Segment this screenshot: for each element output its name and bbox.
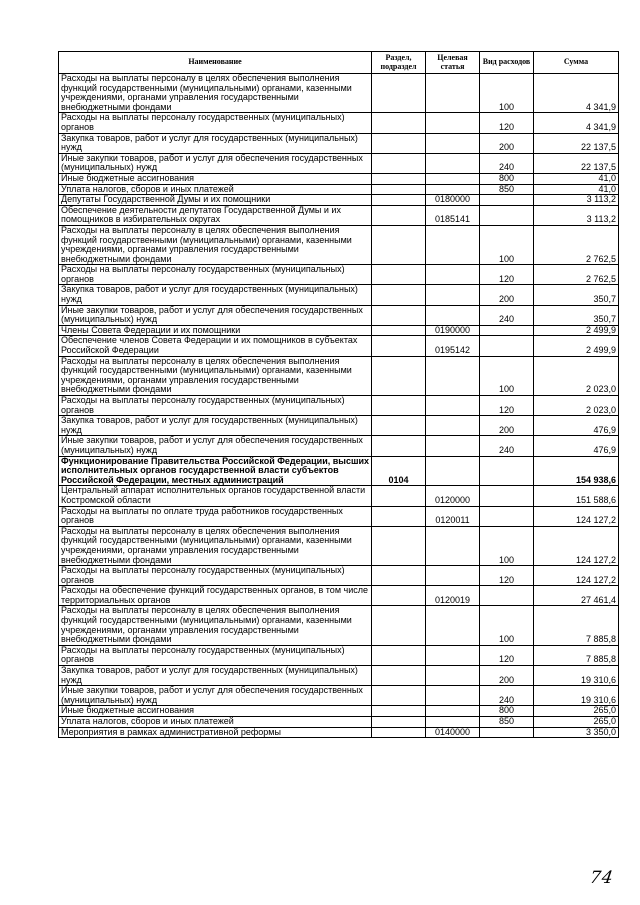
row-section-cell [372, 113, 426, 133]
row-kind-cell: 200 [480, 285, 534, 305]
table-row [59, 717, 619, 728]
row-sum-cell: 2 023,0 [534, 356, 619, 395]
row-name-cell: Закупка товаров, работ и услуг для государственных (муниципальных) нужд [59, 416, 372, 436]
table-row [59, 586, 619, 606]
row-kind-cell: 240 [480, 436, 534, 456]
row-kind-cell: 200 [480, 416, 534, 436]
row-target-cell [426, 436, 480, 456]
row-target-cell: 0120011 [426, 506, 480, 526]
table-body [59, 74, 619, 738]
table-header-row [59, 52, 619, 74]
header-name: Наименование [59, 52, 372, 74]
row-sum-cell: 2 762,5 [534, 225, 619, 264]
row-kind-cell [480, 506, 534, 526]
row-kind-cell [480, 456, 534, 486]
row-name-cell: Члены Совета Федерации и их помощники [59, 325, 372, 336]
row-target-cell [426, 305, 480, 325]
row-name-cell: Расходы на выплаты персоналу государственных (муниципальных) органов [59, 645, 372, 665]
row-section-cell [372, 285, 426, 305]
row-name-cell: Расходы на выплаты персоналу государственных (муниципальных) органов [59, 396, 372, 416]
row-target-cell: 0140000 [426, 727, 480, 738]
row-sum-cell: 3 113,2 [534, 205, 619, 225]
row-section-cell [372, 265, 426, 285]
row-sum-cell: 151 588,6 [534, 486, 619, 506]
row-sum-cell: 265,0 [534, 706, 619, 717]
row-section-cell [372, 486, 426, 506]
row-section-cell [372, 566, 426, 586]
row-sum-cell: 124 127,2 [534, 566, 619, 586]
row-target-cell [426, 566, 480, 586]
row-section-cell [372, 686, 426, 706]
row-name-cell: Расходы на выплаты по оплате труда работников государственных органов [59, 506, 372, 526]
row-section-cell [372, 645, 426, 665]
row-name-cell: Расходы на выплаты персоналу государственных (муниципальных) органов [59, 265, 372, 285]
row-sum-cell: 4 341,9 [534, 113, 619, 133]
row-section-cell [372, 666, 426, 686]
row-sum-cell: 19 310,6 [534, 666, 619, 686]
row-kind-cell [480, 195, 534, 206]
row-kind-cell: 120 [480, 396, 534, 416]
table-row [59, 566, 619, 586]
row-sum-cell: 3 350,0 [534, 727, 619, 738]
table-row [59, 184, 619, 195]
row-section-cell [372, 396, 426, 416]
row-name-cell: Расходы на обеспечение функций государственных органов, в том числе территориальных органов [59, 586, 372, 606]
row-sum-cell: 22 137,5 [534, 133, 619, 153]
row-sum-cell: 3 113,2 [534, 195, 619, 206]
row-sum-cell: 19 310,6 [534, 686, 619, 706]
row-kind-cell: 120 [480, 645, 534, 665]
row-target-cell [426, 686, 480, 706]
row-kind-cell [480, 727, 534, 738]
table-row [59, 285, 619, 305]
row-name-cell: Закупка товаров, работ и услуг для государственных (муниципальных) нужд [59, 666, 372, 686]
row-kind-cell: 100 [480, 74, 534, 113]
row-section-cell [372, 526, 426, 565]
row-target-cell [426, 606, 480, 645]
row-name-cell: Уплата налогов, сборов и иных платежей [59, 184, 372, 195]
row-sum-cell: 350,7 [534, 305, 619, 325]
row-section-cell [372, 133, 426, 153]
row-section-cell [372, 606, 426, 645]
table-row [59, 356, 619, 395]
table-row [59, 205, 619, 225]
row-name-cell: Расходы на выплаты персоналу в целях обеспечения выполнения функций государственными (муниципальными) органами, казенными учреждениями, органами управления государственными внебюджетными фондами [59, 74, 372, 113]
row-section-cell [372, 305, 426, 325]
row-name-cell: Расходы на выплаты персоналу государственных (муниципальных) органов [59, 113, 372, 133]
row-kind-cell: 240 [480, 686, 534, 706]
row-section-cell [372, 184, 426, 195]
table-row [59, 325, 619, 336]
row-target-cell [426, 113, 480, 133]
row-section-cell [372, 336, 426, 356]
table-row [59, 436, 619, 456]
row-section-cell [372, 225, 426, 264]
row-name-cell: Центральный аппарат исполнительных органов государственной власти Костромской области [59, 486, 372, 506]
row-name-cell: Мероприятия в рамках административной реформы [59, 727, 372, 738]
row-sum-cell: 2 499,9 [534, 325, 619, 336]
row-sum-cell: 22 137,5 [534, 153, 619, 173]
handwritten-page-number: 74 [588, 868, 616, 888]
table-row [59, 666, 619, 686]
row-sum-cell: 350,7 [534, 285, 619, 305]
row-target-cell [426, 666, 480, 686]
row-target-cell [426, 456, 480, 486]
row-section-cell [372, 717, 426, 728]
row-kind-cell: 100 [480, 606, 534, 645]
row-target-cell: 0120019 [426, 586, 480, 606]
row-name-cell: Иные бюджетные ассигнования [59, 706, 372, 717]
row-target-cell: 0180000 [426, 195, 480, 206]
row-target-cell: 0190000 [426, 325, 480, 336]
row-sum-cell: 41,0 [534, 184, 619, 195]
row-kind-cell: 800 [480, 706, 534, 717]
table-row [59, 336, 619, 356]
table-row [59, 113, 619, 133]
table-row [59, 645, 619, 665]
row-name-cell: Иные бюджетные ассигнования [59, 173, 372, 184]
row-sum-cell: 41,0 [534, 173, 619, 184]
row-sum-cell: 2 762,5 [534, 265, 619, 285]
row-kind-cell: 200 [480, 666, 534, 686]
row-target-cell [426, 396, 480, 416]
row-name-cell: Иные закупки товаров, работ и услуг для обеспечения государственных (муниципальных) нужд [59, 436, 372, 456]
header-sum: Сумма [534, 52, 619, 74]
row-kind-cell: 120 [480, 265, 534, 285]
row-name-cell: Расходы на выплаты персоналу в целях обеспечения выполнения функций государственными (муниципальными) органами, казенными учреждениями, органами управления государственными внебюджетными фондами [59, 526, 372, 565]
row-kind-cell: 850 [480, 717, 534, 728]
row-name-cell: Расходы на выплаты персоналу государственных (муниципальных) органов [59, 566, 372, 586]
row-name-cell: Закупка товаров, работ и услуг для государственных (муниципальных) нужд [59, 285, 372, 305]
row-target-cell: 0185141 [426, 205, 480, 225]
row-kind-cell: 120 [480, 566, 534, 586]
row-target-cell [426, 173, 480, 184]
table-row [59, 396, 619, 416]
row-name-cell: Закупка товаров, работ и услуг для государственных (муниципальных) нужд [59, 133, 372, 153]
row-target-cell [426, 74, 480, 113]
row-section-cell: 0104 [372, 456, 426, 486]
header-kind: Вид расходов [480, 52, 534, 74]
row-target-cell: 0195142 [426, 336, 480, 356]
row-target-cell: 0120000 [426, 486, 480, 506]
row-target-cell [426, 645, 480, 665]
table-row [59, 526, 619, 565]
row-kind-cell: 100 [480, 526, 534, 565]
row-target-cell [426, 706, 480, 717]
row-section-cell [372, 506, 426, 526]
row-section-cell [372, 173, 426, 184]
row-section-cell [372, 205, 426, 225]
row-sum-cell: 476,9 [534, 436, 619, 456]
table-row [59, 506, 619, 526]
row-name-cell: Расходы на выплаты персоналу в целях обеспечения выполнения функций государственными (муниципальными) органами, казенными учреждениями, органами управления государственными внебюджетными фондами [59, 606, 372, 645]
row-sum-cell: 7 885,8 [534, 606, 619, 645]
header-target: Целевая статья [426, 52, 480, 74]
row-section-cell [372, 356, 426, 395]
table-row [59, 195, 619, 206]
table-row [59, 265, 619, 285]
row-section-cell [372, 416, 426, 436]
row-name-cell: Уплата налогов, сборов и иных платежей [59, 717, 372, 728]
row-target-cell [426, 717, 480, 728]
table-row [59, 153, 619, 173]
table-row [59, 706, 619, 717]
row-name-cell: Расходы на выплаты персоналу в целях обеспечения выполнения функций государственными (муниципальными) органами, казенными учреждениями, органами управления государственными внебюджетными фондами [59, 356, 372, 395]
row-name-cell: Иные закупки товаров, работ и услуг для обеспечения государственных (муниципальных) нужд [59, 153, 372, 173]
row-target-cell [426, 285, 480, 305]
table-row [59, 133, 619, 153]
row-kind-cell [480, 486, 534, 506]
table-row [59, 456, 619, 486]
row-target-cell [426, 225, 480, 264]
row-section-cell [372, 153, 426, 173]
row-kind-cell: 200 [480, 133, 534, 153]
row-kind-cell: 800 [480, 173, 534, 184]
row-name-cell: Депутаты Государственной Думы и их помощники [59, 195, 372, 206]
row-kind-cell [480, 586, 534, 606]
row-sum-cell: 4 341,9 [534, 74, 619, 113]
row-sum-cell: 124 127,2 [534, 526, 619, 565]
table-row [59, 305, 619, 325]
row-sum-cell: 2 499,9 [534, 336, 619, 356]
row-target-cell [426, 356, 480, 395]
row-target-cell [426, 133, 480, 153]
row-kind-cell [480, 325, 534, 336]
row-name-cell: Обеспечение деятельности депутатов Государственной Думы и их помощников в избирательных округах [59, 205, 372, 225]
table-row [59, 74, 619, 113]
row-kind-cell: 100 [480, 225, 534, 264]
header-section: Раздел, подраздел [372, 52, 426, 74]
row-name-cell: Иные закупки товаров, работ и услуг для обеспечения государственных (муниципальных) нужд [59, 305, 372, 325]
row-sum-cell: 27 461,4 [534, 586, 619, 606]
row-target-cell [426, 153, 480, 173]
row-target-cell [426, 184, 480, 195]
row-target-cell [426, 526, 480, 565]
row-sum-cell: 154 938,6 [534, 456, 619, 486]
row-sum-cell: 7 885,8 [534, 645, 619, 665]
table-row [59, 686, 619, 706]
row-sum-cell: 476,9 [534, 416, 619, 436]
row-name-cell: Расходы на выплаты персоналу в целях обеспечения выполнения функций государственными (муниципальными) органами, казенными учреждениями, органами управления государственными внебюджетными фондами [59, 225, 372, 264]
row-sum-cell: 265,0 [534, 717, 619, 728]
row-kind-cell [480, 205, 534, 225]
row-name-cell: Функционирование Правительства Российской Федерации, высших исполнительных органов государственной власти субъектов Российской Федерации, местных администраций [59, 456, 372, 486]
table-row [59, 727, 619, 738]
row-name-cell: Обеспечение членов Совета Федерации и их помощников в субъектах Российской Федерации [59, 336, 372, 356]
budget-table [58, 51, 619, 738]
row-section-cell [372, 436, 426, 456]
table-row [59, 173, 619, 184]
budget-page [58, 51, 618, 738]
row-section-cell [372, 727, 426, 738]
row-section-cell [372, 74, 426, 113]
row-kind-cell: 850 [480, 184, 534, 195]
table-row [59, 225, 619, 264]
row-kind-cell: 120 [480, 113, 534, 133]
row-kind-cell: 240 [480, 153, 534, 173]
row-name-cell: Иные закупки товаров, работ и услуг для обеспечения государственных (муниципальных) нужд [59, 686, 372, 706]
table-row [59, 486, 619, 506]
row-target-cell [426, 416, 480, 436]
row-kind-cell: 240 [480, 305, 534, 325]
row-section-cell [372, 325, 426, 336]
row-section-cell [372, 706, 426, 717]
row-sum-cell: 124 127,2 [534, 506, 619, 526]
row-kind-cell [480, 336, 534, 356]
row-section-cell [372, 195, 426, 206]
table-row [59, 416, 619, 436]
row-section-cell [372, 586, 426, 606]
row-sum-cell: 2 023,0 [534, 396, 619, 416]
row-target-cell [426, 265, 480, 285]
row-kind-cell: 100 [480, 356, 534, 395]
table-row [59, 606, 619, 645]
